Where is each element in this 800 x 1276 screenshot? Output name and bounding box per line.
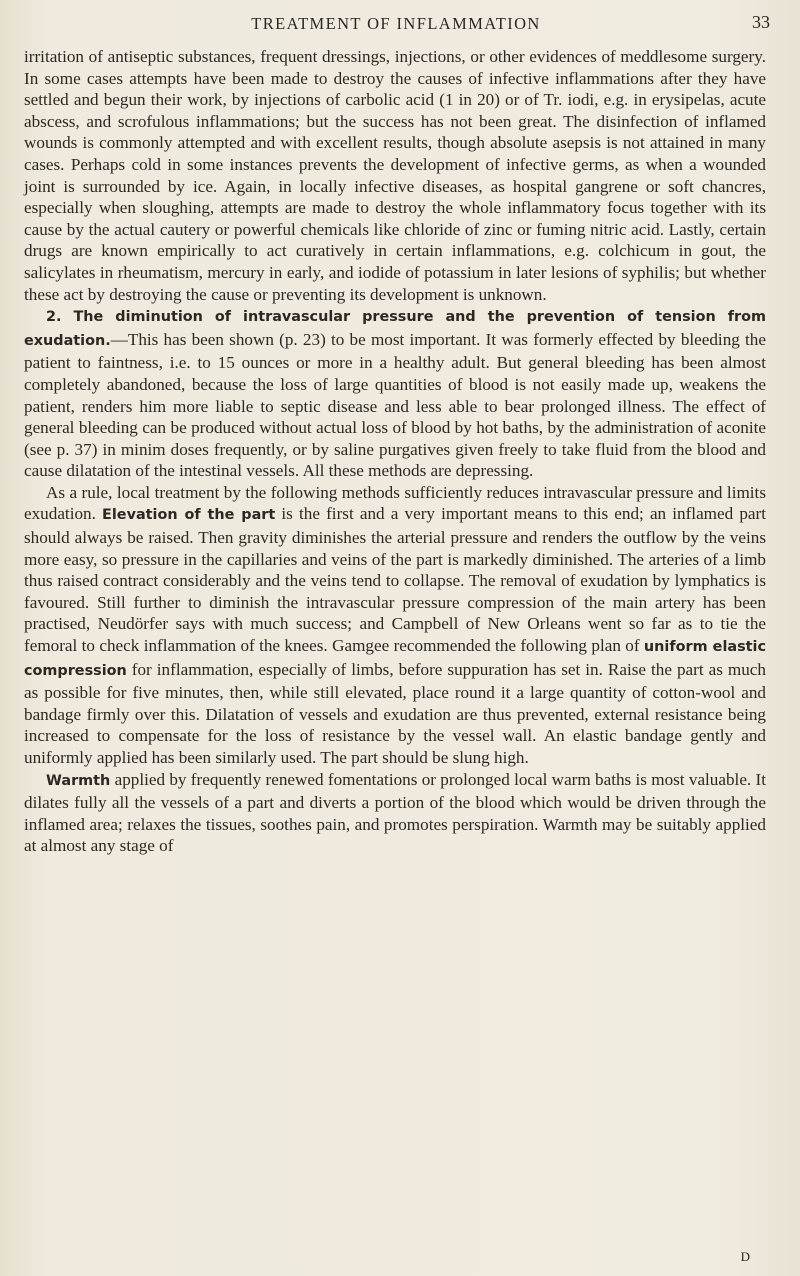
paragraph-text: irritation of antiseptic substances, frequent dressings, injections, or other evidences of meddlesome surgery. In some cases attempts have been made to destroy the causes of infective inflammations after they have settled and begun their work, by injections of carbolic acid (1 in 20) or of Tr. iodi, e.g. in erysipelas, acute abscess, and scrofulous inflammations; but the success has not been great. The disinfection of inflamed wounds is commonly attempted and with excellent results, though absolute asepsis is not attained in many cases. Perhaps cold in some instances prevents the development of infective germs, as when a wounded joint is surrounded by ice. Again, in locally infective diseases, as hospital gangrene or soft chancres, especially when sloughing, attempts are made to destroy the whole inflammatory focus together with its cause by the actual cautery or powerful chemicals like chloride of zinc or fuming nitric acid. Lastly, certain drugs are known empirically to act curatively in certain inflammations, e.g. colchicum in gout, the salicylates in rheumatism, mercury in early, and iodide of potassium in later lesions of syphilis; but whether these act by destroying the cause or preventing its development is unknown. — [24, 47, 766, 304]
paragraph-antiseptic — [24, 46, 766, 305]
running-title: TREATMENT OF INFLAMMATION — [251, 14, 541, 33]
page-header — [22, 8, 770, 38]
inline-heading-elevation: Elevation of the part — [102, 507, 276, 524]
section-heading: 2. The diminution of intravascular pressure and the prevention of tension from exudation. — [24, 309, 766, 349]
inline-heading-warmth: Warmth — [46, 772, 111, 789]
paragraph-text: is the first and a very important means to this end; an inflamed part should always be raised. Then gravity diminishes the arterial pressure and renders the outflow by the veins more easy, so pressure in the capillaries and veins of the part is markedly diminished. The arteries of a limb thus raised contract considerably and the veins tend to collapse. The removal of exudation by lymphatics is favoured. Still further to diminish the intravascular pressure compression of the main artery has been practised, Neudörfer says with much success; and Campbell of New Orleans went so far as to tie the femoral to check inflammation of the knees. Gamgee recommended the following plan of — [24, 504, 766, 656]
paragraph-text: for inflammation, especially of limbs, before suppuration has set in. Raise the part as much as possible for five minutes, then, while still elevated, place round it a large quantity of cotton-wool and bandage firmly over this. Dilatation of vessels and exudation are thus prevented, external resistance being increased to compensate for the loss of resistance by the vessel wall. An elastic bandage gently and uniformly applied has been similarly used. The part should be slung high. — [24, 659, 766, 767]
paragraph-text: —This has been shown (p. 23) to be most important. It was formerly effected by bleeding the patient to faintness, i.e. to 15 ounces or more in a healthy adult. But general bleeding has been almost completely abandoned, because the loss of large quantities of blood is not easily made up, weakens the patient, renders him more liable to septic disease and less able to bear prolonged illness. The effect of general bleeding can be produced without actual loss of blood by hot baths, by the administration of aconite (see p. 37) in minim doses frequently, or by saline purgatives given freely to take fluid from the blood and cause dilatation of the intestinal vessels. All these methods are depressing. — [24, 329, 766, 481]
paragraph-local-treatment — [24, 482, 766, 769]
body-text — [24, 46, 766, 857]
page-number: 33 — [752, 12, 770, 32]
paragraph-text: As a rule, local treatment by the following methods sufficiently reduces intravascular pressure and limits exudation. — [24, 482, 766, 524]
signature-mark: D — [740, 1249, 750, 1264]
paragraph-warmth — [24, 769, 766, 857]
paragraph-text: applied by frequently renewed fomentations or prolonged local warm baths is most valuable. It dilates fully all the vessels of a part and diverts a portion of the blood which would be driven through the inflamed area; relaxes the tissues, soothes pain, and promotes perspiration. Warmth may be suitably applied at almost any stage of — [24, 769, 766, 856]
inline-heading-compression: uniform elastic compression — [24, 639, 766, 679]
paragraph-intravascular-pressure — [24, 305, 766, 482]
